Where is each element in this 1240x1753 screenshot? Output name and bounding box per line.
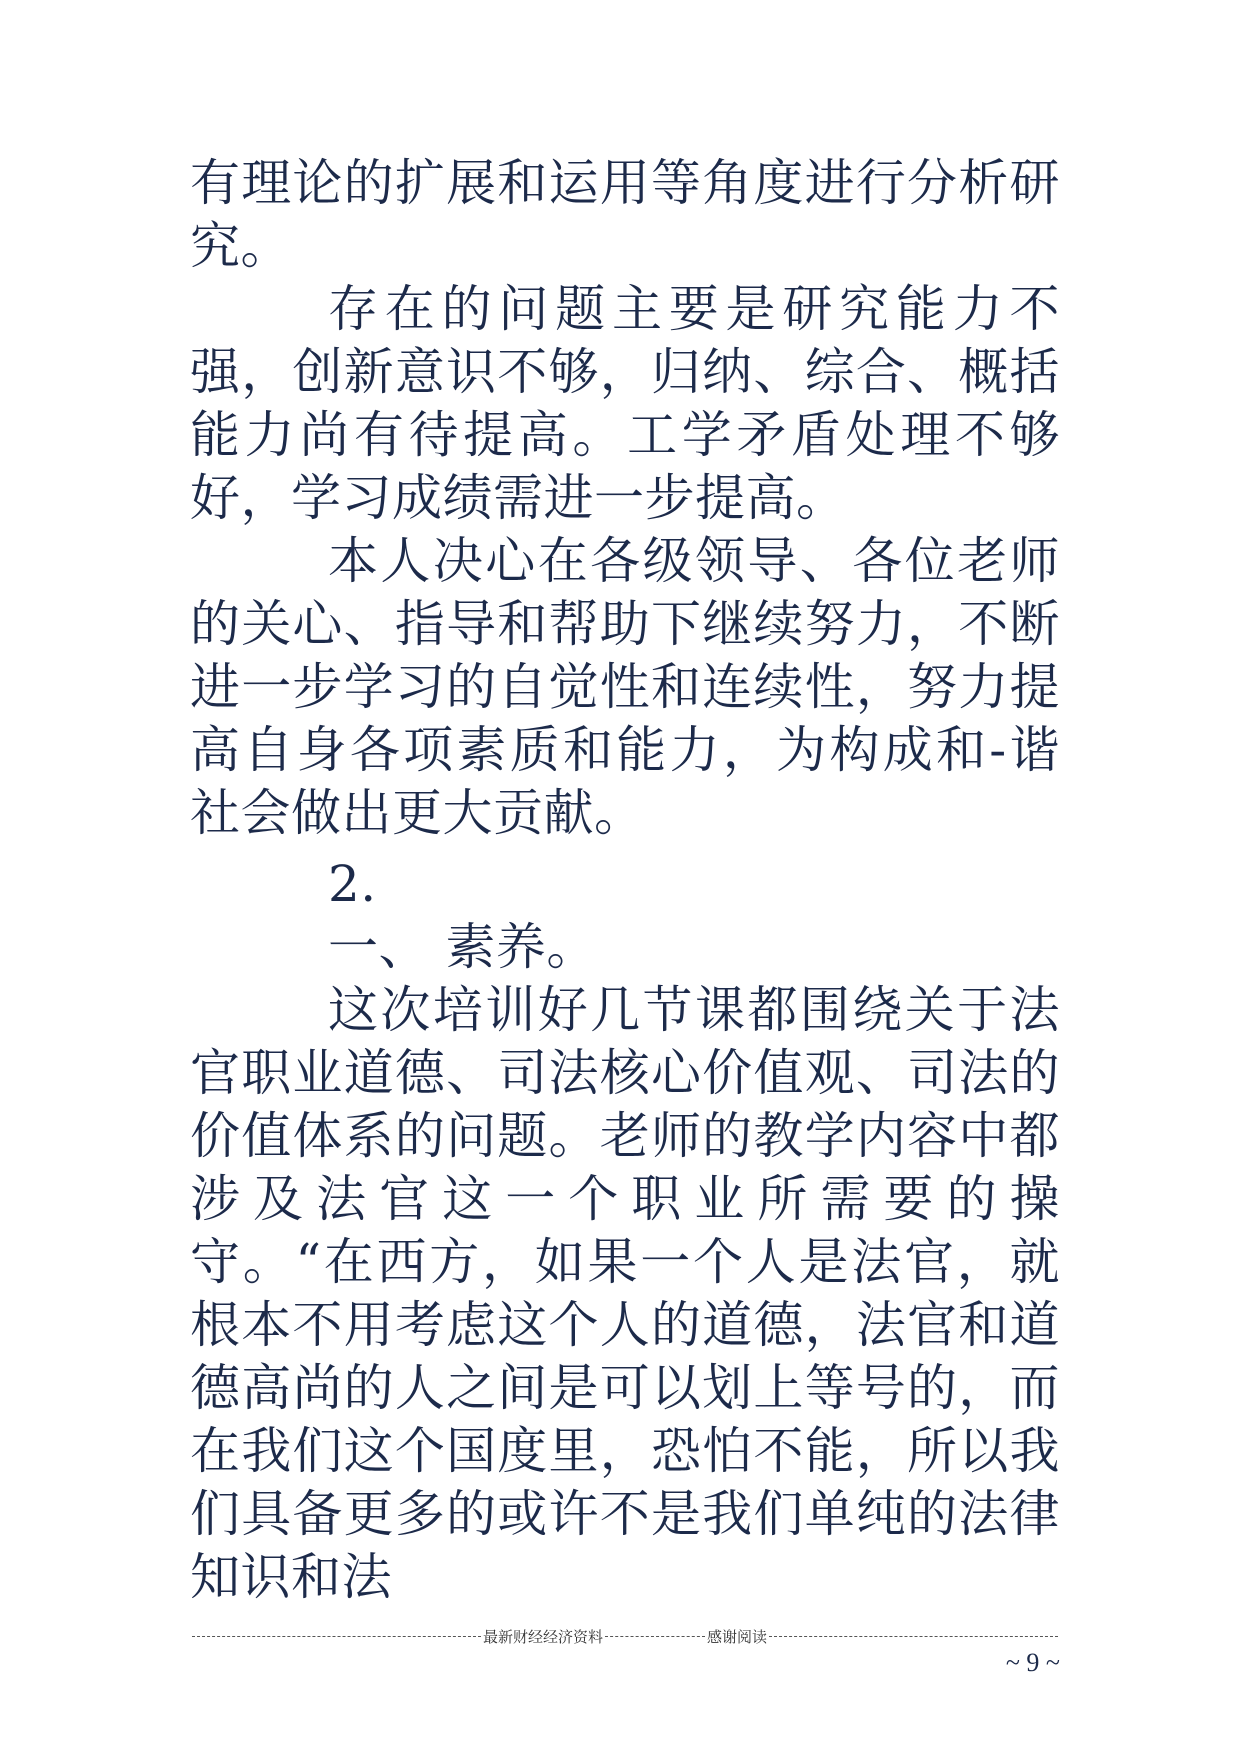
footer-right-label: 感谢阅读 xyxy=(707,1627,768,1646)
body-text xyxy=(190,152,1060,1609)
footer-dash-left xyxy=(192,1636,481,1637)
section-heading: 一、 素养。 xyxy=(328,918,597,976)
page-footer xyxy=(190,1626,1060,1646)
paragraph-problems: 存在的问题主要是研究能力不强，创新意识不够，归纳、综合、概括能力尚有待提高。工学矛盾处理不够好，学习成绩需进一步提高。 xyxy=(190,280,1060,527)
footer-left-label: 最新财经经济资料 xyxy=(482,1627,603,1646)
paragraph-continuation: 有理论的扩展和运用等角度进行分析研究。 xyxy=(190,154,1060,275)
footer-dash-middle xyxy=(605,1636,705,1637)
section-number: 2. xyxy=(328,855,377,913)
footer-dash-right xyxy=(769,1636,1058,1637)
page-number: ~ 9 ~ xyxy=(1005,1648,1060,1677)
paragraph-training: 这次培训好几节课都围绕关于法官职业道德、司法核心价值观、司法的价值体系的问题。老师的教学内容中都涉及法官这一个职业所需要的操守。“在西方，如果一个人是法官，就根本不用考虑这个人的道德，法官和道德高尚的人之间是可以划上等号的，而在我们这个国度里，恐怕不能，所以我们具备更多的或许不是我们单纯的法律知识和法 xyxy=(190,981,1060,1606)
paragraph-resolution: 本人决心在各级领导、各位老师的关心、指导和帮助下继续努力，不断进一步学习的自觉性和连续性，努力提高自身各项素质和能力，为构成和-谐社会做出更大贡献。 xyxy=(190,532,1060,842)
paragraph-spacer xyxy=(190,845,1060,853)
